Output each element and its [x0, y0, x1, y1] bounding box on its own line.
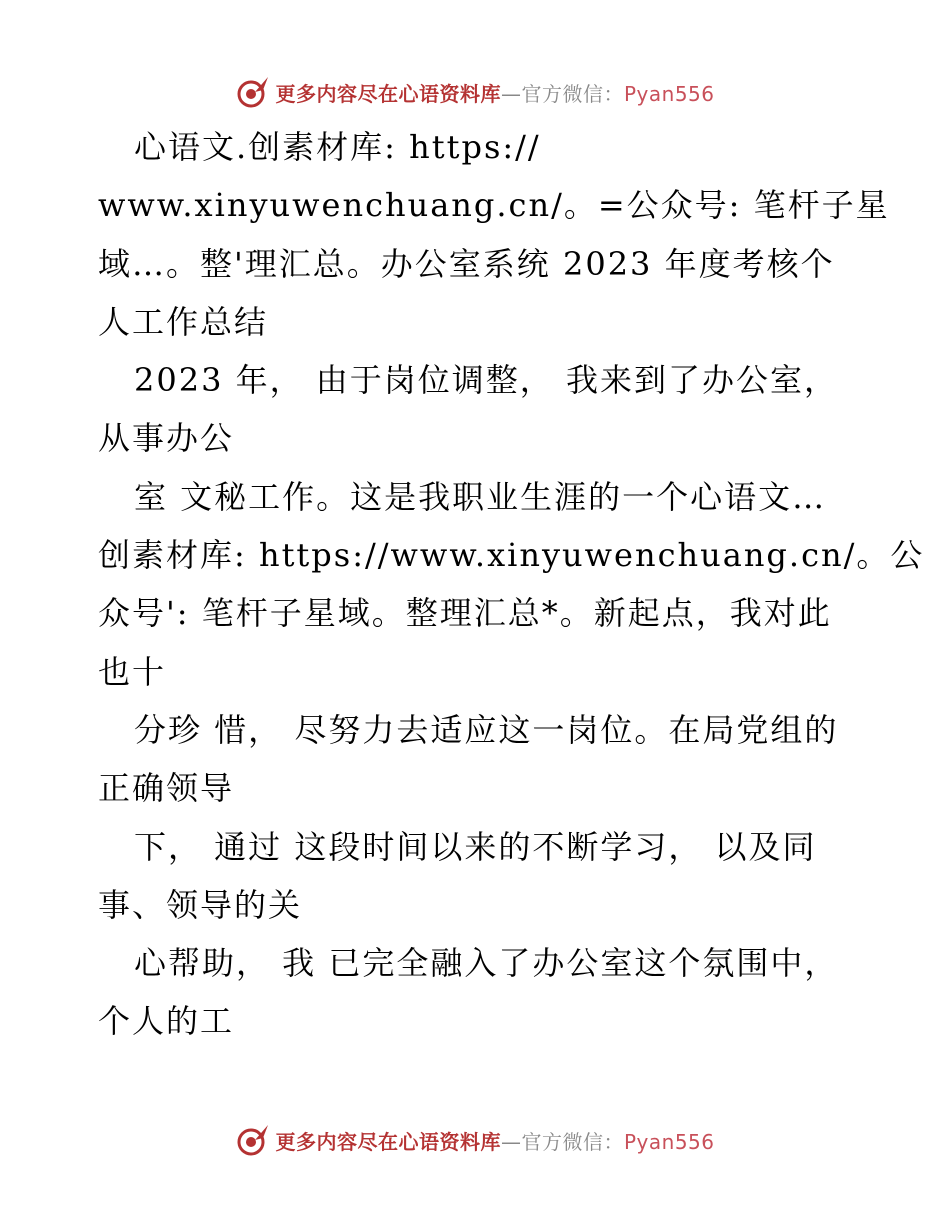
- text-line: 室 文秘工作。这是我职业生涯的一个心语文…: [134, 477, 827, 516]
- banner-wechat-label: 官方微信：: [521, 81, 624, 106]
- text-line: 正确领导: [98, 769, 235, 808]
- text-line: 人工作总结: [98, 302, 269, 341]
- text-line: 事、领导的关: [98, 885, 303, 924]
- document-body: [98, 118, 925, 1051]
- banner-wechat-id: Pyan556: [623, 81, 715, 106]
- text-line: 下， 通过 这段时间以来的不断学习， 以及同: [134, 827, 817, 866]
- banner-dash: —: [500, 1129, 522, 1154]
- text-line: 域…。整'理汇总。办公室系统 2023 年度考核个: [98, 244, 835, 283]
- header-banner: [0, 72, 950, 112]
- quill-logo-icon: [235, 1122, 271, 1158]
- banner-dash: —: [500, 81, 522, 106]
- footer-banner: [0, 1120, 950, 1160]
- text-line: 分珍 惜， 尽努力去适应这一岗位。在局党组的: [134, 710, 839, 749]
- text-line: 2023 年， 由于岗位调整， 我来到了办公室，: [134, 361, 838, 400]
- quill-logo-icon: [235, 74, 271, 110]
- text-line: 创素材库: https://www.xinyuwenchuang.cn/。公: [98, 536, 925, 575]
- banner-text: [275, 78, 714, 107]
- text-line: www.xinyuwenchuang.cn/。=公众号: 笔杆子星: [98, 186, 890, 225]
- text-line: 众号': 笔杆子星域。整理汇总*。新起点，我对此: [98, 594, 832, 633]
- banner-wechat-label: 官方微信：: [521, 1129, 624, 1154]
- text-line: 个人的工: [98, 1002, 235, 1041]
- banner-main: 更多内容尽在心语资料库: [275, 81, 501, 106]
- text-line: 也十: [98, 652, 167, 691]
- text-line: 心帮助， 我 已完全融入了办公室这个氛围中，: [134, 944, 839, 983]
- banner-main: 更多内容尽在心语资料库: [275, 1129, 501, 1154]
- text-line: 从事办公: [98, 419, 235, 458]
- banner-wechat-id: Pyan556: [623, 1129, 715, 1154]
- banner-text: [275, 1126, 714, 1155]
- text-line: 心语文.创素材库: https://: [134, 128, 541, 166]
